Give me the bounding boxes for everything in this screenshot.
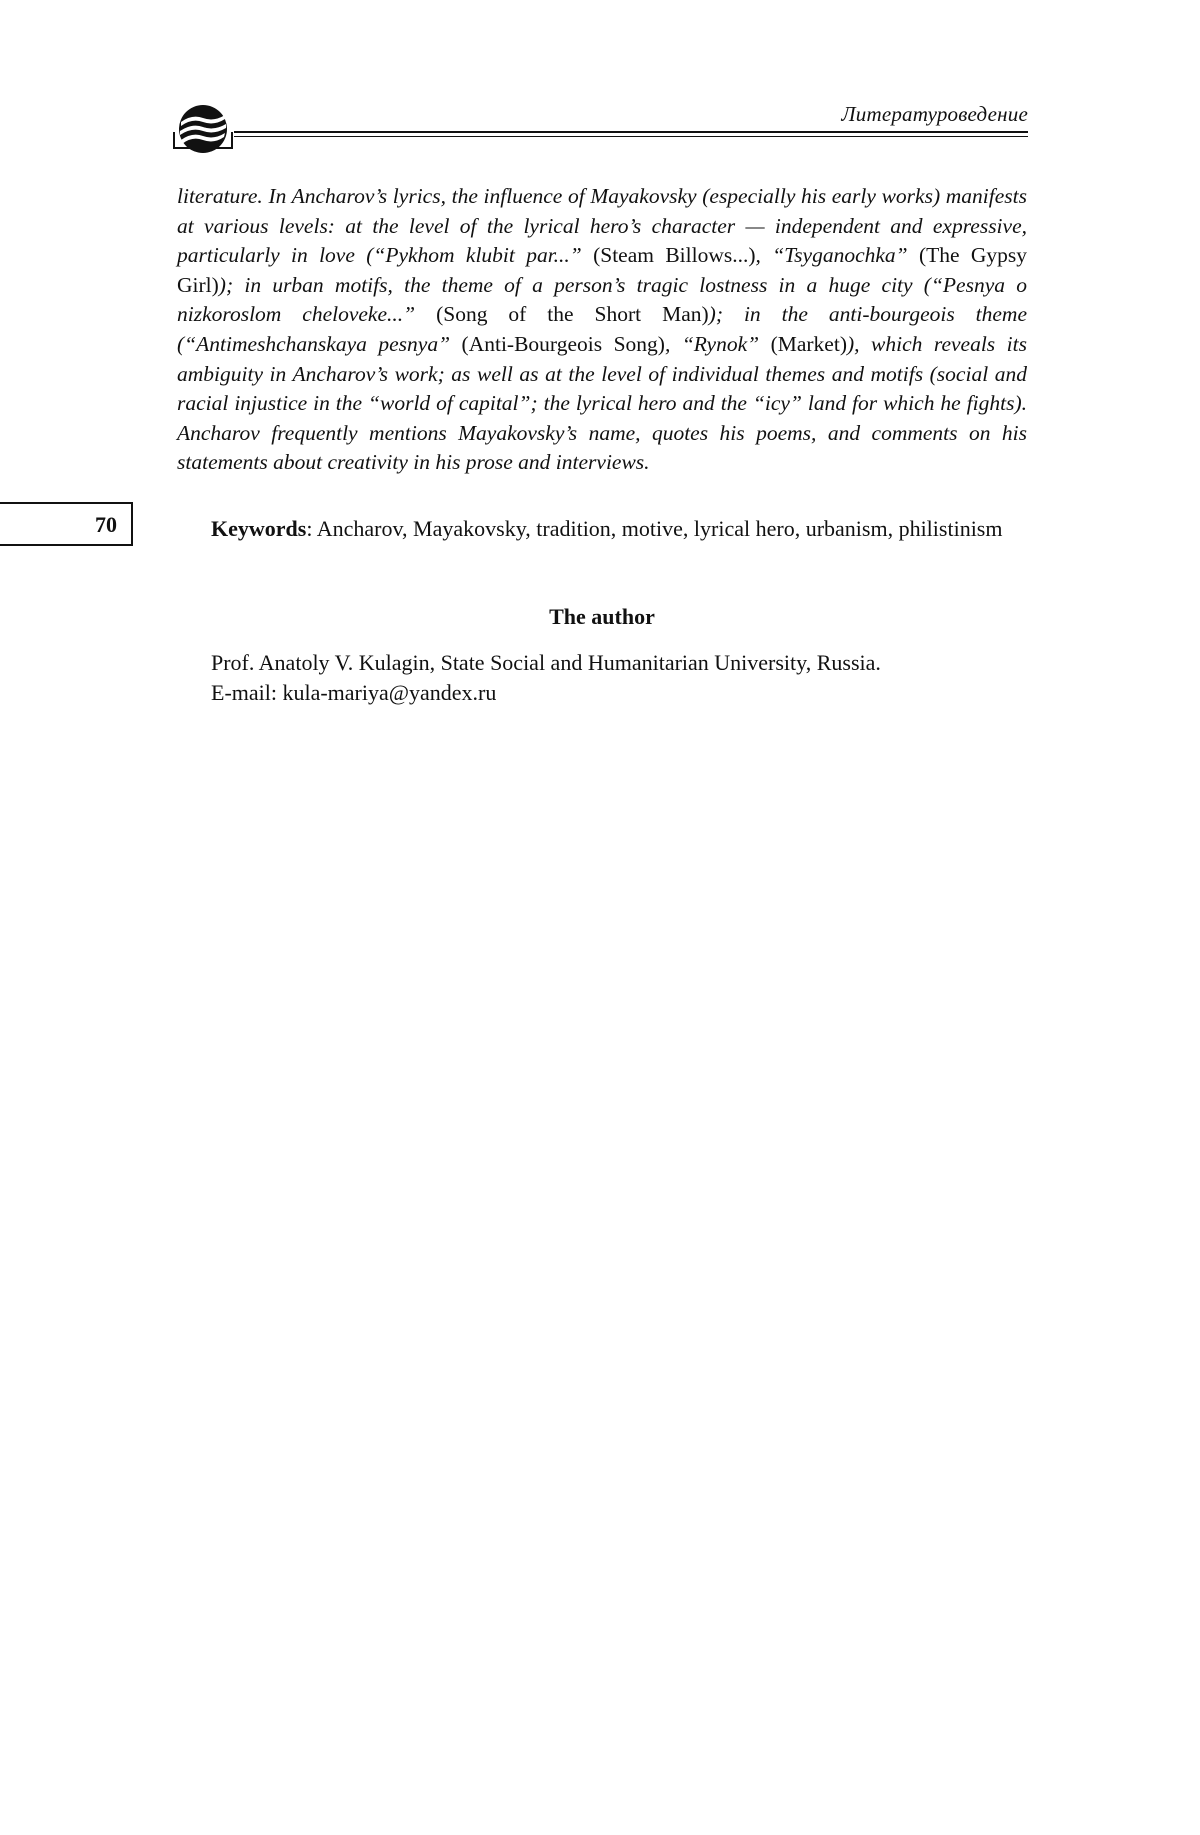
keywords-label: Keywords: [211, 516, 307, 541]
abstract-segment: (Steam Billows...): [593, 243, 756, 268]
header-rule: [234, 131, 1028, 133]
abstract-segment: ); in the anti-bourgeois theme (“Antimeshchanskaya pesnya”: [177, 302, 1028, 356]
author-heading: The author: [549, 604, 655, 629]
running-header: [172, 98, 1028, 154]
page-number: 70: [95, 512, 117, 537]
abstract-segment: (Anti-Bourgeois Song): [461, 331, 665, 356]
abstract-segment: ); in urban motifs, the theme of a person’s tragic lostness in a huge city (“Pesnya o nizkoroslom cheloveke...”: [177, 272, 1027, 327]
author-affiliation: Prof. Anatoly V. Kulagin, State Social and Humanitarian University, Russia.: [211, 650, 881, 675]
author-email: E-mail: kula-mariya@yandex.ru: [211, 680, 497, 705]
abstract-segment: literature. In Ancharov’s lyrics, the influence of Mayakovsky (especially his early works) manifests at various levels: at the level of the lyrical hero’s character — independent and expressive, particularly in love (“Pykhom klubit par...”: [177, 184, 1027, 268]
abstract-segment: ), which reveals its ambiguity in Ancharov’s work; as well as at the level of individual themes and motifs (social and racial injustice in the “world of capital”; the lyrical hero and the “icy” land for which he fights). Ancharov frequently mentions Mayakovsky’s name, quotes his poems, and comments on his statements about creativity in his prose and interviews.: [177, 331, 1027, 475]
header-rule-thin: [234, 136, 1028, 137]
abstract-segment: (The Gypsy Girl): [177, 243, 1027, 297]
abstract-segment: , “Rynok”: [664, 331, 771, 356]
abstract-segment: (Market): [770, 331, 847, 356]
abstract-segment: , “Tsyganochka”: [755, 243, 919, 268]
abstract-paragraph: [177, 182, 1027, 478]
author-info: [211, 648, 1027, 708]
page-number-box: [0, 502, 133, 546]
journal-wave-logo-icon: [172, 102, 234, 156]
keywords-text: : Ancharov, Mayakovsky, tradition, motive, lyrical hero, urbanism, philistinism: [306, 516, 1003, 541]
abstract-segment: (Song of the Short Man): [436, 302, 709, 327]
keywords-paragraph: [177, 514, 1027, 544]
section-title: Литературоведение: [841, 102, 1028, 126]
